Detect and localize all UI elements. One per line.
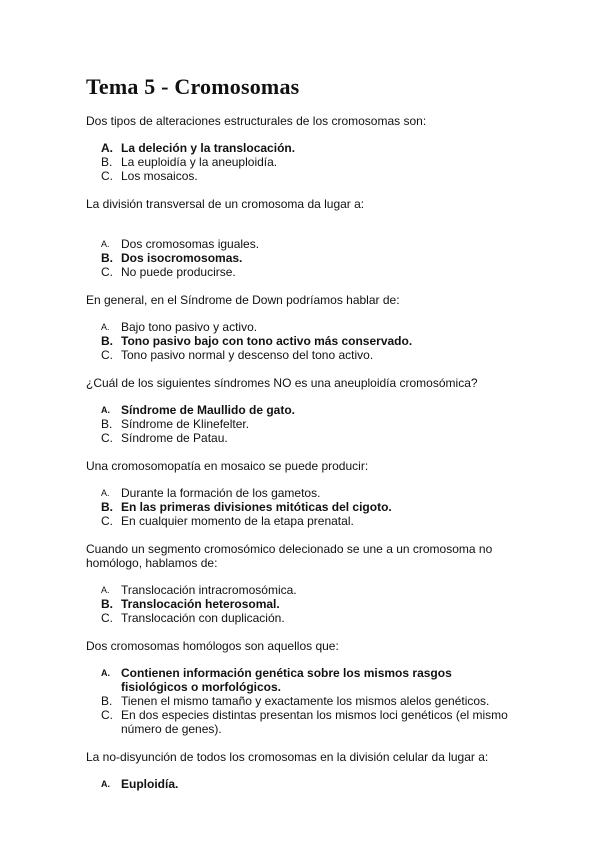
option-text: Translocación heterosomal. (121, 597, 280, 611)
page-title: Tema 5 - Cromosomas (86, 74, 300, 99)
option-letter: A. (101, 585, 110, 595)
option (101, 694, 514, 708)
option (101, 583, 514, 597)
option-list (101, 320, 514, 362)
question-text: Cuando un segmento cromosómico delecionado se une a un cromosoma no homólogo, hablamos de: (86, 542, 493, 570)
option-correct (101, 141, 514, 155)
option (101, 348, 514, 362)
option-letter: C. (101, 708, 113, 722)
option-letter: C. (101, 431, 113, 445)
option-correct (101, 334, 514, 348)
option-text: En las primeras divisiones mitóticas del cigoto. (121, 500, 392, 514)
option-letter: C. (101, 514, 113, 528)
option-correct (101, 666, 514, 694)
option-list (101, 141, 514, 183)
option-correct (101, 251, 514, 265)
option-text: En cualquier momento de la etapa prenatal. (121, 514, 354, 528)
question-text: Dos tipos de alteraciones estructurales de los cromosomas son: (86, 114, 427, 128)
option (101, 431, 514, 445)
option-letter: B. (101, 417, 113, 431)
option-text: No puede producirse. (121, 265, 236, 279)
option-letter: A. (101, 668, 110, 678)
option-letter: C. (101, 265, 113, 279)
option-text: Dos cromosomas iguales. (121, 237, 260, 251)
option-letter: B. (101, 597, 113, 611)
option-text: Durante la formación de los gametos. (121, 486, 321, 500)
option-text: Contienen información genética sobre los mismos rasgos fisiológicos o morfológicos. (121, 666, 452, 694)
option-list (101, 666, 514, 736)
option (101, 155, 514, 169)
option-letter: A. (101, 141, 113, 155)
option-letter: B. (101, 694, 113, 708)
option (101, 486, 514, 500)
question-text: ¿Cuál de los siguientes síndromes NO es una aneuploidía cromosómica? (86, 376, 478, 390)
option-text: Dos isocromosomas. (121, 251, 243, 265)
option (101, 237, 514, 251)
option-text: En dos especies distintas presentan los mismos loci genéticos (el mismo número de genes). (121, 708, 508, 736)
option-letter: A. (101, 488, 110, 498)
option-text: Translocación con duplicación. (121, 611, 285, 625)
option (101, 265, 514, 279)
option-correct (101, 777, 514, 791)
option-text: Tono pasivo normal y descenso del tono activo. (121, 348, 374, 362)
option (101, 417, 514, 431)
option-text: Tienen el mismo tamaño y exactamente los mismos alelos genéticos. (121, 694, 490, 708)
option-list (101, 777, 514, 791)
option-letter: B. (101, 155, 113, 169)
option-text: Tono pasivo bajo con tono activo más conservado. (121, 334, 413, 348)
question-text: La división transversal de un cromosoma da lugar a: (86, 197, 365, 211)
option-correct (101, 500, 514, 514)
option-list (101, 583, 514, 625)
option-text: Euploidía. (121, 777, 179, 791)
question-text: Dos cromosomas homólogos son aquellos que: (86, 639, 339, 653)
option-text: La euploidía y la aneuploidía. (121, 155, 278, 169)
option-letter: C. (101, 169, 113, 183)
question-text: La no-disyunción de todos los cromosomas en la división celular da lugar a: (86, 750, 489, 764)
option-text: Síndrome de Maullido de gato. (121, 403, 296, 417)
option-list (101, 237, 514, 279)
option (101, 320, 514, 334)
option-text: Síndrome de Klinefelter. (121, 417, 250, 431)
option-correct (101, 597, 514, 611)
option-list (101, 486, 514, 528)
option (101, 611, 514, 625)
option (101, 514, 514, 528)
option-letter: B. (101, 500, 113, 514)
option-letter: A. (101, 405, 110, 415)
option-letter: B. (101, 251, 113, 265)
question-text: Una cromosomopatía en mosaico se puede producir: (86, 459, 369, 473)
option-text: La deleción y la translocación. (121, 141, 296, 155)
option-letter: C. (101, 611, 113, 625)
option-letter: A. (101, 779, 110, 789)
option (101, 708, 514, 736)
option-list (101, 403, 514, 445)
option-letter: B. (101, 334, 113, 348)
question-text: En general, en el Síndrome de Down podríamos hablar de: (86, 293, 400, 307)
option-correct (101, 403, 514, 417)
option-letter: C. (101, 348, 113, 362)
option-letter: A. (101, 239, 110, 249)
option-text: Bajo tono pasivo y activo. (121, 320, 258, 334)
option-text: Translocación intracromosómica. (121, 583, 297, 597)
option-text: Síndrome de Patau. (121, 431, 228, 445)
option-letter: A. (101, 322, 110, 332)
option (101, 169, 514, 183)
option-text: Los mosaicos. (121, 169, 198, 183)
